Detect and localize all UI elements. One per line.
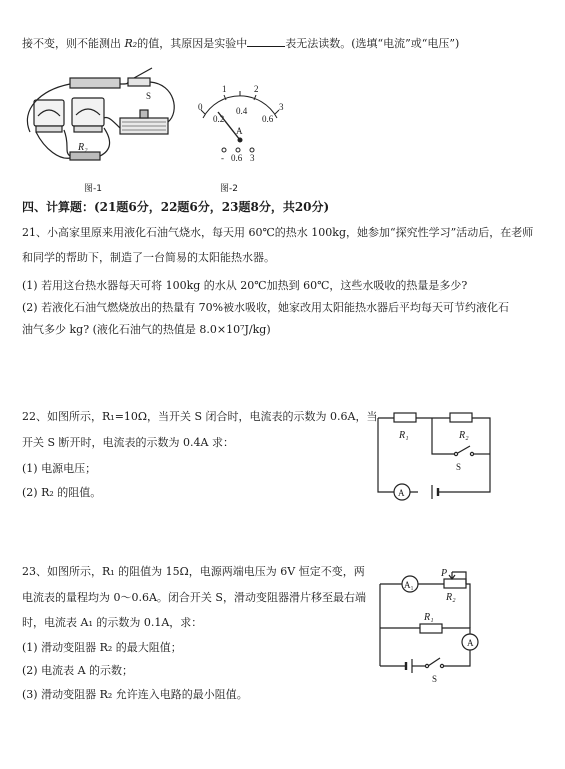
- fig2-terminal-3: 3: [250, 153, 255, 163]
- q22-label-r1: R₁: [399, 430, 409, 441]
- intro-text-3: 表无法读数。(选填“电流”或“电压”): [285, 37, 460, 50]
- q23-part-2: (2) 电流表 A 的示数；: [22, 664, 134, 677]
- fig2-terminal-neg: -: [221, 153, 224, 163]
- intro-text-1: 接不变，则不能测出: [22, 37, 125, 50]
- q23-label-s: S: [432, 674, 438, 684]
- intro-text-2: 的值，其原因是实验中: [137, 37, 248, 50]
- q23-label-a1: A₁: [404, 580, 414, 590]
- q21-part-1: (1) 若用这台热水器每天可将 100kg 的水从 20℃加热到 60℃，这些水吸收的热量是多少?: [22, 279, 468, 292]
- q21-part-2b: 油气多少 kg? (液化石油气的热值是 8.0×10⁷J/kg): [22, 323, 271, 336]
- q22-label-a: A: [398, 488, 405, 498]
- q23-rheostat-r2: [444, 579, 466, 588]
- figure-2-caption: 图-2: [220, 184, 238, 194]
- q22-part-1: (1) 电源电压；: [22, 462, 97, 475]
- q23-stem-2: 电流表的量程均为 0～0.6A。闭合开关 S，滑动变阻器滑片移至最右端: [22, 591, 366, 604]
- q23-label-r2: R₂: [446, 592, 456, 603]
- q23-part-3: (3) 滑动变阻器 R₂ 允许连入电路的最小阻值。: [22, 688, 248, 701]
- q23-stem-1: 23、如图所示，R₁ 的阻值为 15Ω，电源两端电压为 6V 恒定不变，两: [22, 565, 365, 578]
- q23-label-p: P: [441, 568, 448, 579]
- q23-label-r1: R₁: [424, 612, 434, 623]
- figure-1-caption: 图-1: [84, 184, 102, 194]
- q23-switch: [428, 658, 440, 666]
- fig2-scale-1: 1: [222, 84, 227, 94]
- q21-stem-2: 和同学的帮助下，制造了一台简易的太阳能热水器。: [22, 251, 275, 264]
- intro-r2: R₂: [124, 37, 138, 50]
- q22-stem-2: 开关 S 断开时，电流表的示数为 0.4A 求：: [22, 436, 234, 449]
- fig2-scale-04: 0.4: [236, 106, 248, 116]
- q23-stem-3: 时，电流表 A₁ 的示数为 0.1A，求：: [22, 616, 203, 629]
- q22-part-2: (2) R₂ 的阻值。: [22, 486, 102, 499]
- q21-part-2a: (2) 若液化石油气燃烧放出的热量有 70%被水吸收，她家改用太阳能热水器后平均每天可节约液化石: [22, 301, 510, 314]
- fig2-scale-2: 2: [254, 84, 259, 94]
- q22-label-r2: R₂: [459, 430, 469, 441]
- fig2-scale-3: 3: [279, 102, 284, 112]
- fig2-scale-02: 0.2: [213, 114, 225, 124]
- q23-r1: [420, 624, 442, 633]
- q23-part-1: (1) 滑动变阻器 R₂ 的最大阻值；: [22, 641, 182, 654]
- fig2-scale-0: 0: [198, 102, 203, 112]
- fig2-unit: A: [236, 126, 243, 136]
- q21-stem-1: 21、小高家里原来用液化石油气烧水，每天用 60℃的热水 100kg，她参加“探究性学习”活动后，在老师: [22, 226, 534, 239]
- q23-label-a: A: [467, 638, 474, 648]
- section-title: 四、计算题：(21题6分，22题6分，23题8分，共20分): [22, 200, 330, 214]
- fig1-label-r2: R₂: [78, 142, 88, 153]
- fig2-terminal-06: 0.6: [231, 153, 243, 163]
- q22-stem-1: 22、如图所示，R₁=10Ω，当开关 S 闭合时，电流表的示数为 0.6A，当: [22, 410, 378, 423]
- fig2-scale-06: 0.6: [262, 114, 274, 124]
- q22-label-s: S: [456, 462, 462, 472]
- fig1-label-s: S: [146, 91, 152, 101]
